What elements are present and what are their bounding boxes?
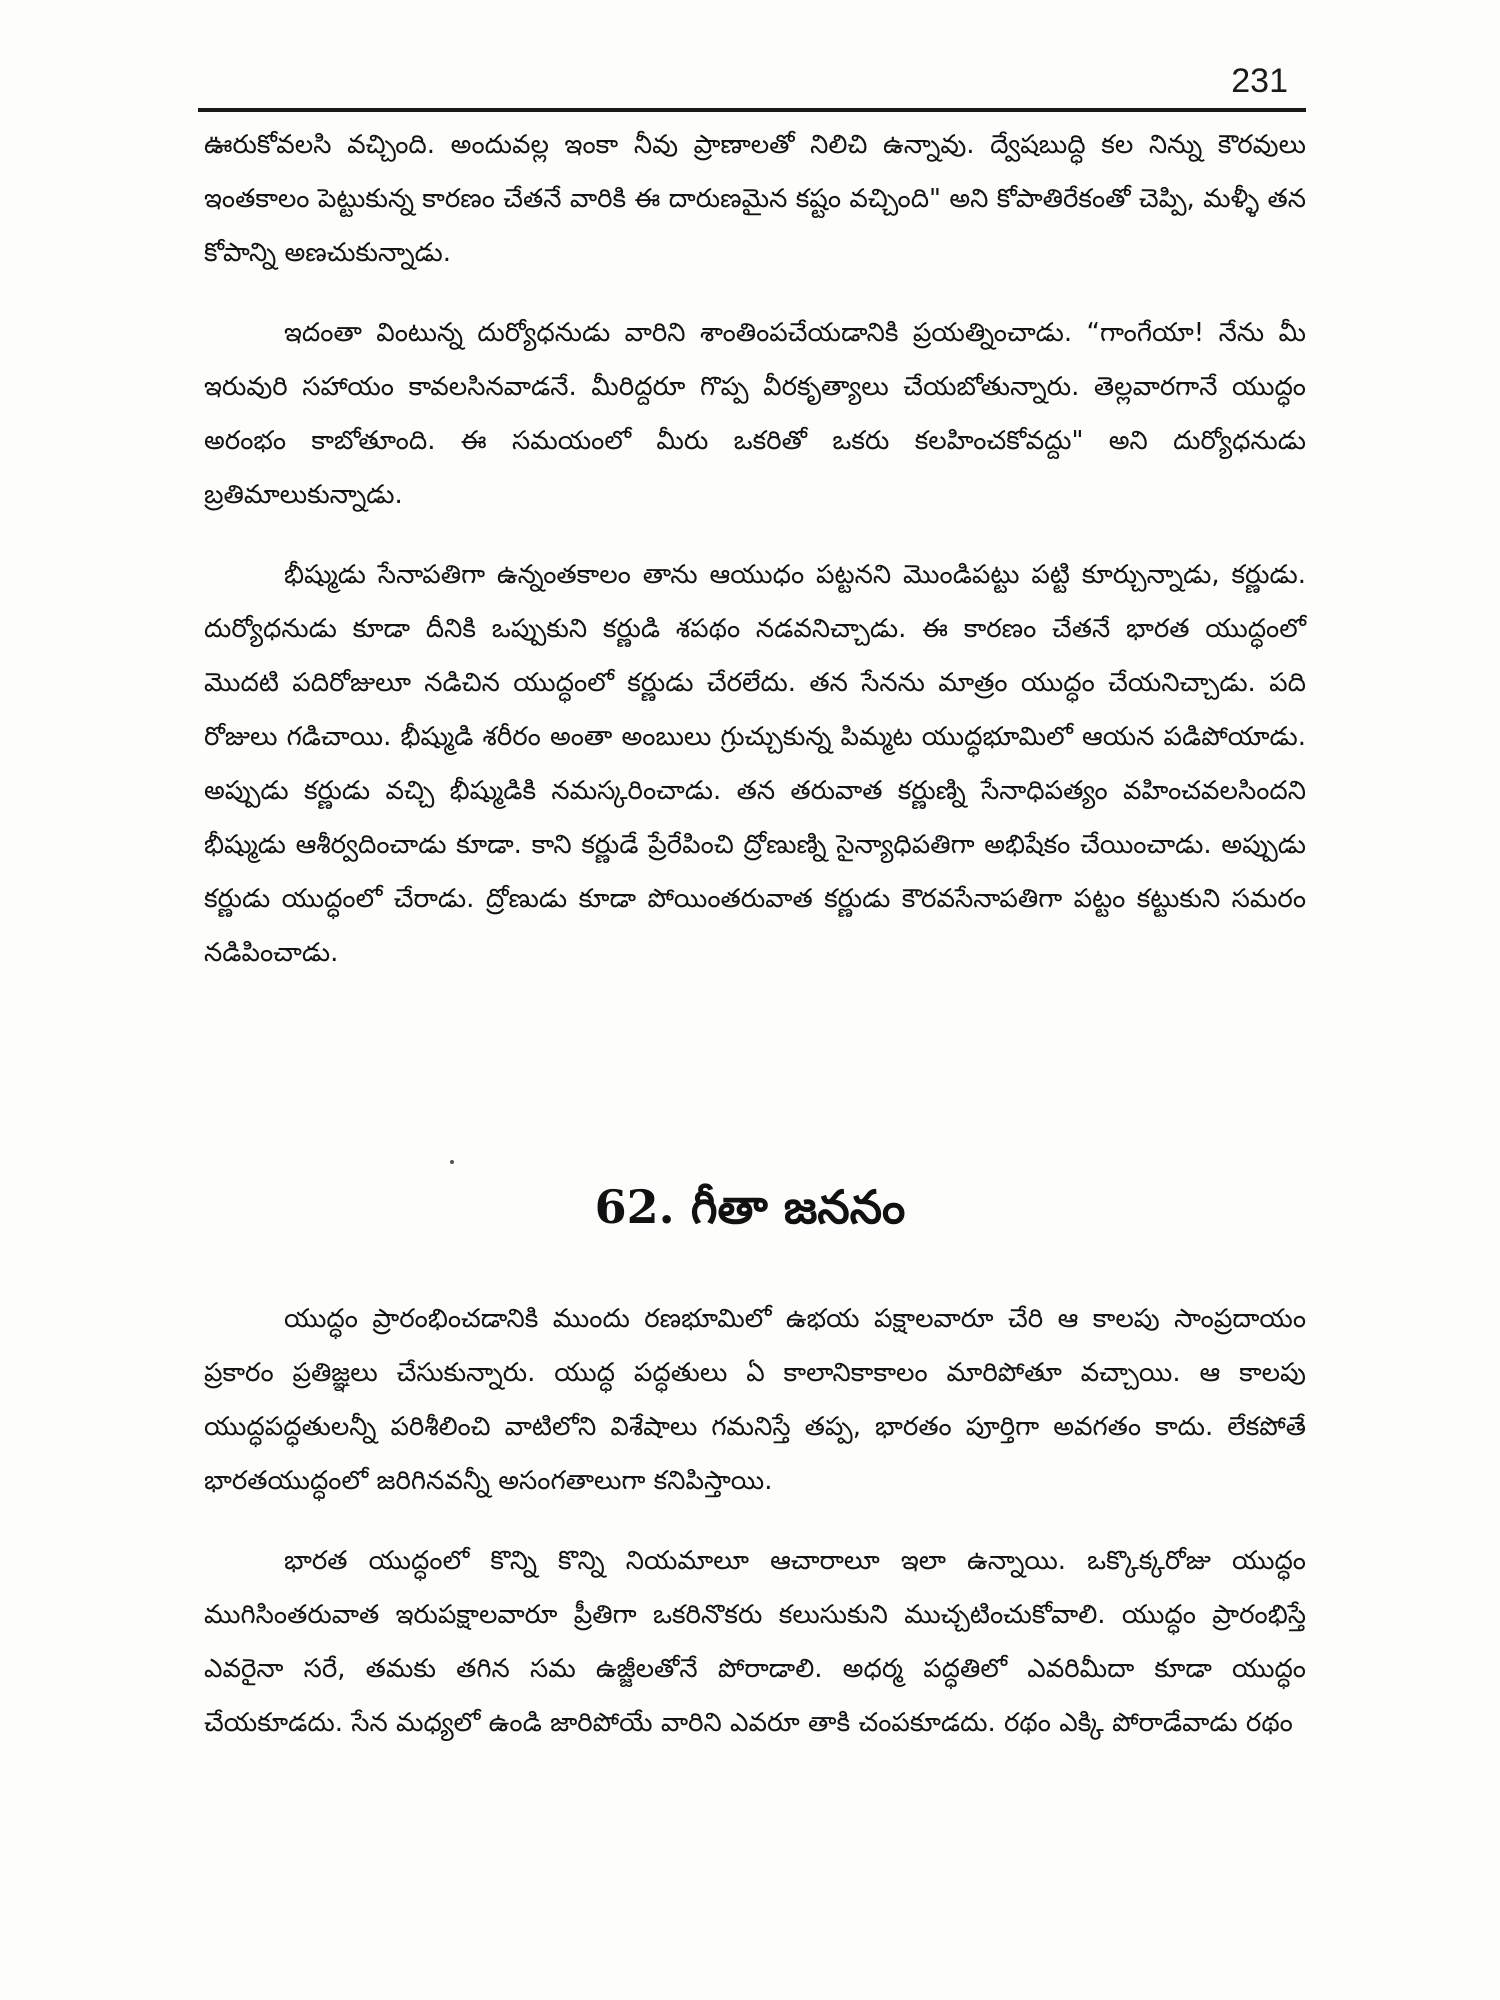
print-speck [450,1160,454,1164]
paragraph: ఇదంతా వింటున్న దుర్యోధనుడు వారిని శాంతింపచేయడానికి ప్రయత్నించాడు. “గాంగేయా! నేను మీ ఇరువురి సహాయం కావలసినవాడనే. మీరిద్దరూ గొప్ప వీరకృత్యాలు చేయబోతున్నారు. తెల్లవారగానే యుద్ధం అరంభం కాబోతూంది. ఈ సమయంలో మీరు ఒకరితో ఒకరు కలహించకోవద్దు" అని దుర్యోధనుడు బ్రతిమాలుకున్నాడు. [204,318,1306,510]
paragraph: యుద్ధం ప్రారంభించడానికి ముందు రణభూమిలో ఉభయ పక్షాలవారూ చేరి ఆ కాలపు సాంప్రదాయం ప్రకారం ప్రతిజ్ఞలు చేసుకున్నారు. యుద్ధ పద్ధతులు ఏ కాలానికాకాలం మారిపోతూ వచ్చాయి. ఆ కాలపు యుద్ధపద్ధతులన్నీ పరిశీలించి వాటిలోని విశేషాలు గమనిస్తే తప్ప, భారతం పూర్తిగా అవగతం కాదు. లేకపోతే భారతయుద్ధంలో జరిగినవన్నీ అసంగతాలుగా కనిపిస్తాయి. [204,1304,1306,1496]
header-rule [198,108,1306,112]
bottom-text-section [204,1292,1306,1776]
chapter-heading: 62. గీతా జననం [594,1180,906,1234]
paragraph: భారత యుద్ధంలో కొన్ని కొన్ని నియమాలూ ఆచారాలూ ఇలా ఉన్నాయి. ఒక్కొక్కరోజు యుద్ధం ముగిసింతరువాత ఇరుపక్షాలవారూ ప్రీతిగా ఒకరినొకరు కలుసుకుని ముచ్చటించుకోవాలి. యుద్ధం ప్రారంభిస్తే ఎవరైనా సరే, తమకు తగిన సమ ఉజ్జీలతోనే పోరాడాలి. అధర్మ పద్ధతిలో ఎవరిమీదా కూడా యుద్ధం చేయకూడదు. సేన మధ్యలో ఉండి జారిపోయే వారిని ఎవరూ తాకి చంపకూడదు. రథం ఎక్కి పోరాడేవాడు రథం [204,1546,1306,1738]
top-text-section [204,118,1306,1006]
paragraph: ఊరుకోవలసి వచ్చింది. అందువల్ల ఇంకా నీవు ప్రాణాలతో నిలిచి ఉన్నావు. ద్వేషబుద్ధి కల నిన్ను కౌరవులు ఇంతకాలం పెట్టుకున్న కారణం చేతనే వారికి ఈ దారుణమైన కష్టం వచ్చింది" అని కోపాతిరేకంతో చెప్పి, మళ్ళీ తన కోపాన్ని అణచుకున్నాడు. [204,130,1306,268]
paragraph: భీష్ముడు సేనాపతిగా ఉన్నంతకాలం తాను ఆయుధం పట్టనని మొండిపట్టు పట్టి కూర్చున్నాడు, కర్ణుడు. దుర్యోధనుడు కూడా దీనికి ఒప్పుకుని కర్ణుడి శపథం నడవనిచ్చాడు. ఈ కారణం చేతనే భారత యుద్ధంలో మొదటి పదిరోజులూ నడిచిన యుద్ధంలో కర్ణుడు చేరలేదు. తన సేనను మాత్రం యుద్ధం చేయనిచ్చాడు. పది రోజులు గడిచాయి. భీష్ముడి శరీరం అంతా అంబులు గ్రుచ్చుకున్న పిమ్మట యుద్ధభూమిలో ఆయన పడిపోయాడు. అప్పుడు కర్ణుడు వచ్చి భీష్ముడికి నమస్కరించాడు. తన తరువాత కర్ణుణ్ని సేనాధిపత్యం వహించవలసిందని భీష్ముడు ఆశీర్వదించాడు కూడా. కాని కర్ణుడే ప్రేరేపించి ద్రోణుణ్ని సైన్యాధిపతిగా అభిషేకం చేయించాడు. అప్పుడు కర్ణుడు యుద్ధంలో చేరాడు. ద్రోణుడు కూడా పోయింతరువాత కర్ణుడు కౌరవసేనాపతిగా పట్టం కట్టుకుని సమరం నడిపించాడు. [204,560,1306,968]
page-number: 231 [1231,62,1288,100]
